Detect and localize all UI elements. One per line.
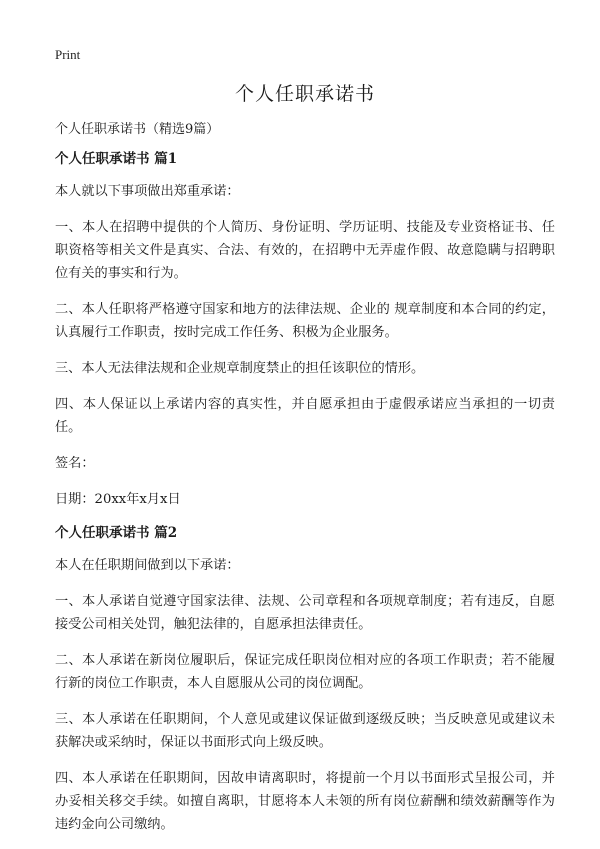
section-heading: 个人任职承诺书 篇1 — [55, 151, 178, 167]
paragraph: 三、本人承诺在任职期间，个人意见或建议保证做到逐级反映；当反映意见或建议未获解决或采纳时，保证以书面形式向上级反映。 — [55, 712, 555, 750]
paragraph: 本人在任职期间做到以下承诺： — [55, 558, 240, 573]
paragraph: 一、本人承诺自觉遵守国家法律、法规、公司章程和各项规章制度；若有违反，自愿接受公司相关处罚，触犯法律的，自愿承担法律责任。 — [55, 594, 555, 632]
paragraph: 三、本人无法律法规和企业规章制度禁止的担任该职位的情形。 — [55, 361, 425, 376]
date-line: 日期：20xx年x月x日 — [55, 492, 181, 507]
paragraph: 本人就以下事项做出郑重承诺： — [55, 184, 240, 199]
document-body — [55, 150, 555, 849]
paragraph: 四、本人保证以上承诺内容的真实性，并自愿承担由于虚假承诺应当承担的一切责任。 — [55, 397, 555, 435]
print-link[interactable]: Print — [55, 47, 81, 62]
document-subtitle: 个人任职承诺书（精选9篇） — [55, 122, 220, 137]
paragraph: 二、本人任职将严格遵守国家和地方的法律法规、企业的 规章制度和本合同的约定，认真履行工作职责，按时完成工作任务、积极为企业服务。 — [55, 302, 555, 340]
section-heading: 个人任职承诺书 篇2 — [55, 525, 178, 541]
paragraph: 二、本人承诺在新岗位履职后，保证完成任职岗位相对应的各项工作职责；若不能履行新的岗位工作职责，本人自愿服从公司的岗位调配。 — [55, 653, 555, 691]
page-title: 个人任职承诺书 — [234, 83, 375, 105]
paragraph: 四、本人承诺在任职期间，因故申请离职时，将提前一个月以书面形式呈报公司，并办妥相关移交手续。如擅自离职，甘愿将本人未领的所有岗位薪酬和绩效薪酬等作为违约金向公司缴纳。 — [55, 771, 555, 832]
signature-line: 签名： — [55, 456, 95, 471]
paragraph: 一、本人在招聘中提供的个人简历、身份证明、学历证明、技能及专业资格证书、任职资格等相关文件是真实、合法、有效的，在招聘中无弄虚作假、故意隐瞒与招聘职位有关的事实和行为。 — [55, 220, 555, 281]
section-2 — [55, 524, 555, 836]
section-1 — [55, 150, 555, 511]
